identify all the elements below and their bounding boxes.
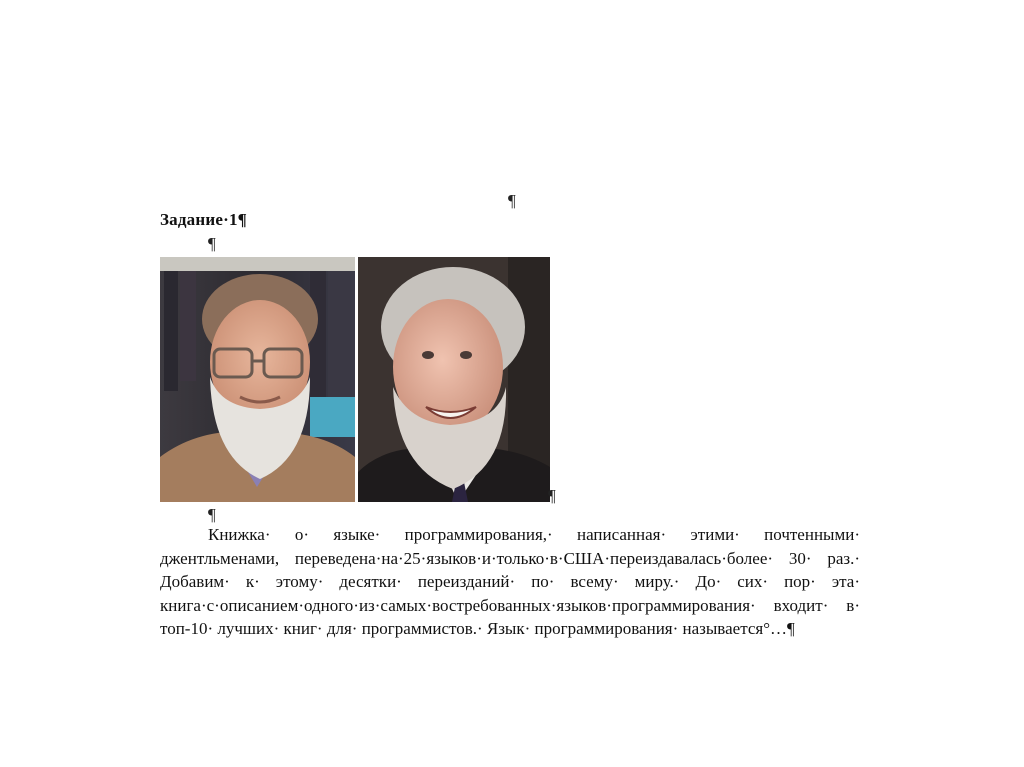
author-photo-left [160,257,355,502]
paragraph-mark: ¶ [508,191,516,210]
author-photo-right [358,257,550,502]
paragraph-mark: ¶ [208,505,216,524]
task-heading: Задание·1¶ [160,210,248,229]
paragraph-mark: ¶ [208,234,216,253]
paragraph-mark: ¶ [548,486,556,505]
task-description-paragraph: Книжка· о· языке· программирования,· написанная· этими· почтенными· джентльменами, переведена·на·25·языков·и·только·в·США·переиздавалась·более· 30· раз.· Добавим· к· этому· десятки· переизданий· по· всему· миру.· До· сих· пор· эта· книга·с·описанием·одного·из·самых·востребованных·языков·программирования· входит· в· топ-10· лучших· книг· для· программистов.· Язык· программирования· называется°…¶ [160,525,860,638]
